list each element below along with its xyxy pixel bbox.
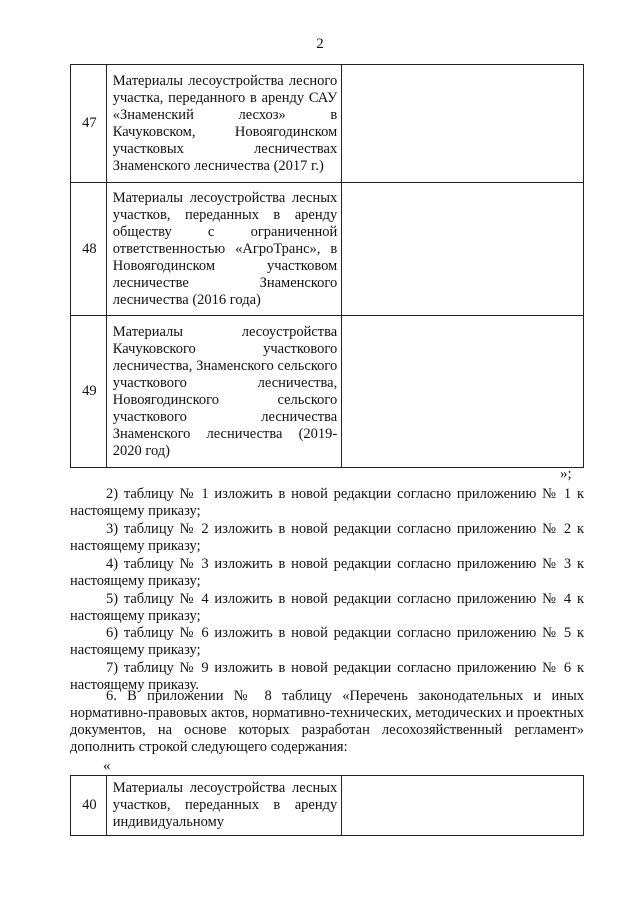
list-item-text: 5) таблицу № 4 изложить в новой редакции согласно приложению № 4 к настоящему приказу; <box>70 591 584 624</box>
list-item <box>70 556 584 590</box>
row-empty-cell <box>342 65 584 183</box>
table-row <box>71 183 584 316</box>
row-number: 40 <box>71 776 107 836</box>
row-empty-cell <box>342 183 584 316</box>
list-item-text: 3) таблицу № 2 изложить в новой редакции согласно приложению № 2 к настоящему приказу; <box>70 521 584 554</box>
registry-table-top <box>70 64 584 468</box>
list-item <box>70 591 584 625</box>
table-row <box>71 65 584 183</box>
list-item-text: 4) таблицу № 3 изложить в новой редакции согласно приложению № 3 к настоящему приказу; <box>70 556 584 589</box>
row-description: Материалы лесоустройства лесных участков, переданных в аренду индивидуальному <box>106 776 341 836</box>
list-item-text: 7) таблицу № 9 изложить в новой редакции согласно приложению № 6 к настоящему приказу. <box>70 660 584 693</box>
table-row <box>71 776 584 836</box>
registry-table-bottom <box>70 775 584 836</box>
row-empty-cell <box>342 316 584 468</box>
row-empty-cell <box>342 776 584 836</box>
list-item-text: 2) таблицу № 1 изложить в новой редакции согласно приложению № 1 к настоящему приказу; <box>70 486 584 519</box>
row-description: Материалы лесоустройства лесного участка, переданного в аренду САУ «Знаменский лесхоз» в Качуковском, Новоягодинском участковых лесничествах Знаменского лесничества (2017 г.) <box>106 65 341 183</box>
page-number: 2 <box>316 36 324 52</box>
row-number: 49 <box>71 316 107 468</box>
list-item <box>70 486 584 520</box>
list-item <box>70 521 584 555</box>
paragraph-6 <box>70 688 584 756</box>
paragraph-6-text: 6. В приложении № 8 таблицу «Перечень законодательных и иных нормативно-правовых актов, нормативно-технических, методических и проектных документов, на основе которых разработан лесохозяйственный регламент» дополнить строкой следующего содержания: <box>70 688 584 755</box>
row-number: 47 <box>71 65 107 183</box>
list-item <box>70 625 584 659</box>
list-item-text: 6) таблицу № 6 изложить в новой редакции согласно приложению № 5 к настоящему приказу; <box>70 625 584 658</box>
row-number: 48 <box>71 183 107 316</box>
opening-quote: « <box>103 758 111 774</box>
row-description: Материалы лесоустройства лесных участков, переданных в аренду обществу с ограниченной ответственностью «АгроТранс», в Новоягодинском участковом лесничестве Знаменского лесничества (2016 года) <box>106 183 341 316</box>
table-row <box>71 316 584 468</box>
row-description: Материалы лесоустройства Качуковского участкового лесничества, Знаменского сельского участкового лесничества, Новоягодинского сельского участкового лесничества Знаменского лесничества (2019-2020 год) <box>106 316 341 468</box>
closing-quote: »; <box>560 466 572 482</box>
